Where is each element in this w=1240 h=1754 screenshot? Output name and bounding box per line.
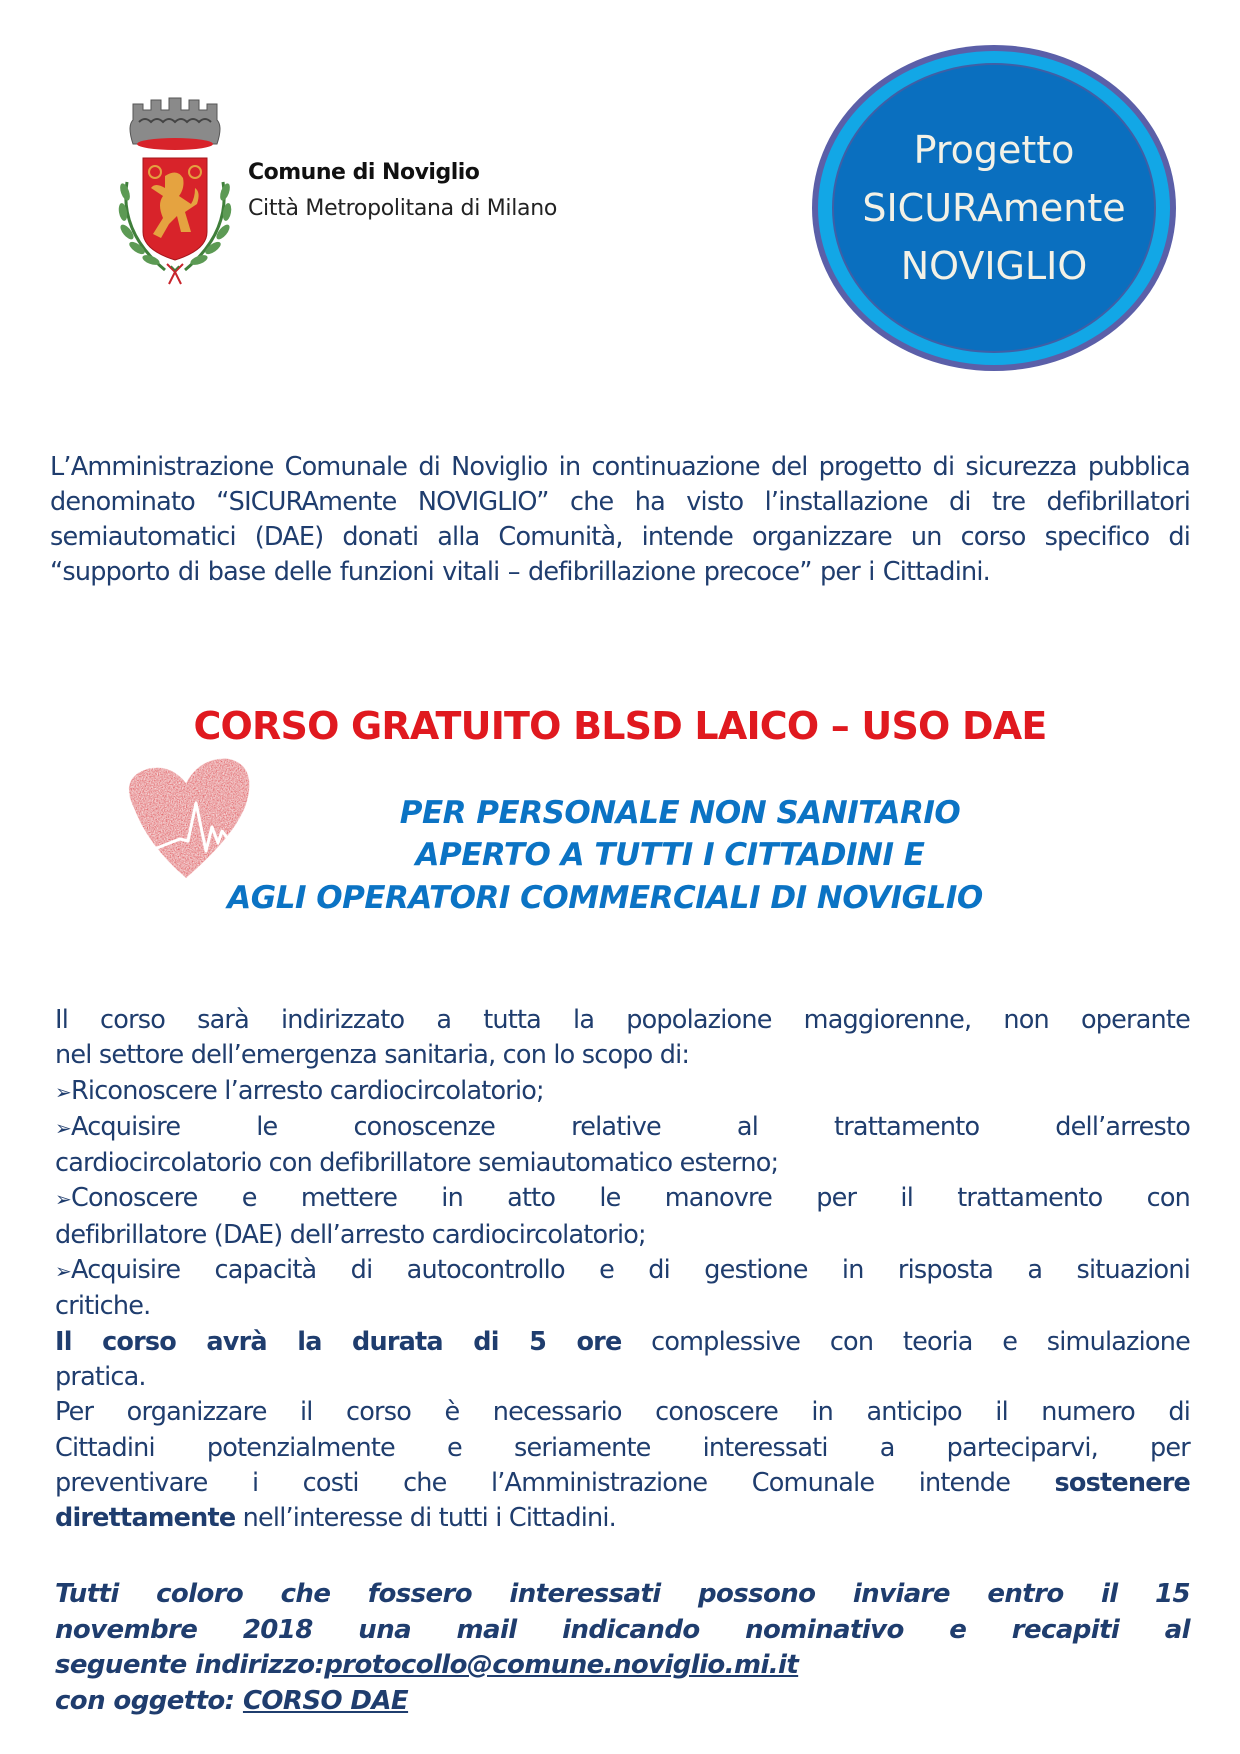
municipality-name: Comune di Noviglio: [248, 160, 480, 185]
audience-line-2: APERTO A TUTTI I CITTADINI E: [415, 837, 925, 873]
course-headline: CORSO GRATUITO BLSD LAICO – USO DAE: [193, 704, 1047, 748]
duration-line-2: pratica.: [55, 1361, 146, 1392]
duration-line: Il corso avrà la durata di 5 ore complessive con teoria e simulazione: [55, 1326, 1190, 1357]
cta-line-3: seguente indirizzo:protocollo@comune.noviglio.mi.it: [55, 1650, 799, 1680]
duration-bold: Il corso avrà la durata di 5 ore: [55, 1326, 622, 1357]
objective-item-continued: cardiocircolatorio con defibrillatore semiautomatico esterno;: [55, 1148, 779, 1179]
organization-line-4: direttamente nell’interesse di tutti i Cittadini.: [55, 1503, 616, 1534]
objective-item: ➢Conoscere e mettere in atto le manovre per il trattamento con: [55, 1181, 1190, 1217]
organization-line-1: Per organizzare il corso è necessario conoscere in anticipo il numero di: [55, 1397, 1190, 1428]
badge-line-1: Progetto: [913, 128, 1075, 172]
arrow-bullet-icon: ➢: [55, 1115, 71, 1140]
objective-item: ➢Riconoscere l’arresto cardiocircolatorio;: [55, 1074, 1190, 1110]
email-subject: CORSO DAE: [242, 1685, 409, 1716]
badge-line-3: NOVIGLIO: [900, 244, 1088, 288]
cta-line-1: Tutti coloro che fossero interessati possono inviare entro il 15: [55, 1579, 1190, 1609]
municipal-crest-icon: [105, 92, 245, 287]
arrow-bullet-icon: ➢: [55, 1187, 71, 1212]
intro-paragraph: [50, 450, 1190, 590]
intro-text: L’Amministrazione Comunale di Noviglio in continuazione del progetto di sicurezza pubblica denominato “SICURAmente NOVIGLIO” che ha visto l’installazione di tre defibrillatori semiautomatici (DAE) donati alla Comunità, intende organizzare un corso specifico di “supporto di base delle funzioni vitali – defibrillazione precoce” per i Cittadini.: [50, 452, 1190, 587]
organization-line-3: preventivare i costi che l’Amministrazione Comunale intende sostenere: [55, 1467, 1190, 1498]
objective-item: ➢Acquisire le conoscenze relative al trattamento dell’arresto: [55, 1110, 1190, 1146]
email-link[interactable]: protocollo@comune.noviglio.mi.it: [324, 1650, 799, 1680]
registration-instructions: [55, 1577, 1190, 1719]
objective-item-continued: defibrillatore (DAE) dell’arresto cardiocircolatorio;: [55, 1219, 646, 1250]
cta-line-2: novembre 2018 una mail indicando nominativo e recapiti al: [55, 1614, 1190, 1645]
audience-line-1: PER PERSONALE NON SANITARIO: [399, 795, 961, 831]
badge-line-2: SICURAmente: [862, 186, 1126, 230]
organization-line-2: Cittadini potenzialmente e seriamente interessati a parteciparvi, per: [55, 1432, 1190, 1463]
objective-item-continued: critiche.: [55, 1291, 151, 1322]
details-intro-line-2: nel settore dell’emergenza sanitaria, con lo scopo di:: [55, 1040, 690, 1071]
course-details: [55, 1003, 1190, 1536]
details-intro-line-1: Il corso sarà indirizzato a tutta la popolazione maggiorenne, non operante: [55, 1005, 1190, 1035]
cta-line-4: con oggetto: CORSO DAE: [55, 1685, 409, 1716]
municipality-subtitle: Città Metropolitana di Milano: [248, 196, 558, 221]
audience-line-3: AGLI OPERATORI COMMERCIALI DI NOVIGLIO: [227, 880, 983, 916]
project-badge: [812, 45, 1176, 371]
arrow-bullet-icon: ➢: [55, 1079, 71, 1104]
objective-item: ➢Acquisire capacità di autocontrollo e di gestione in risposta a situazioni: [55, 1253, 1190, 1289]
arrow-bullet-icon: ➢: [55, 1259, 71, 1284]
